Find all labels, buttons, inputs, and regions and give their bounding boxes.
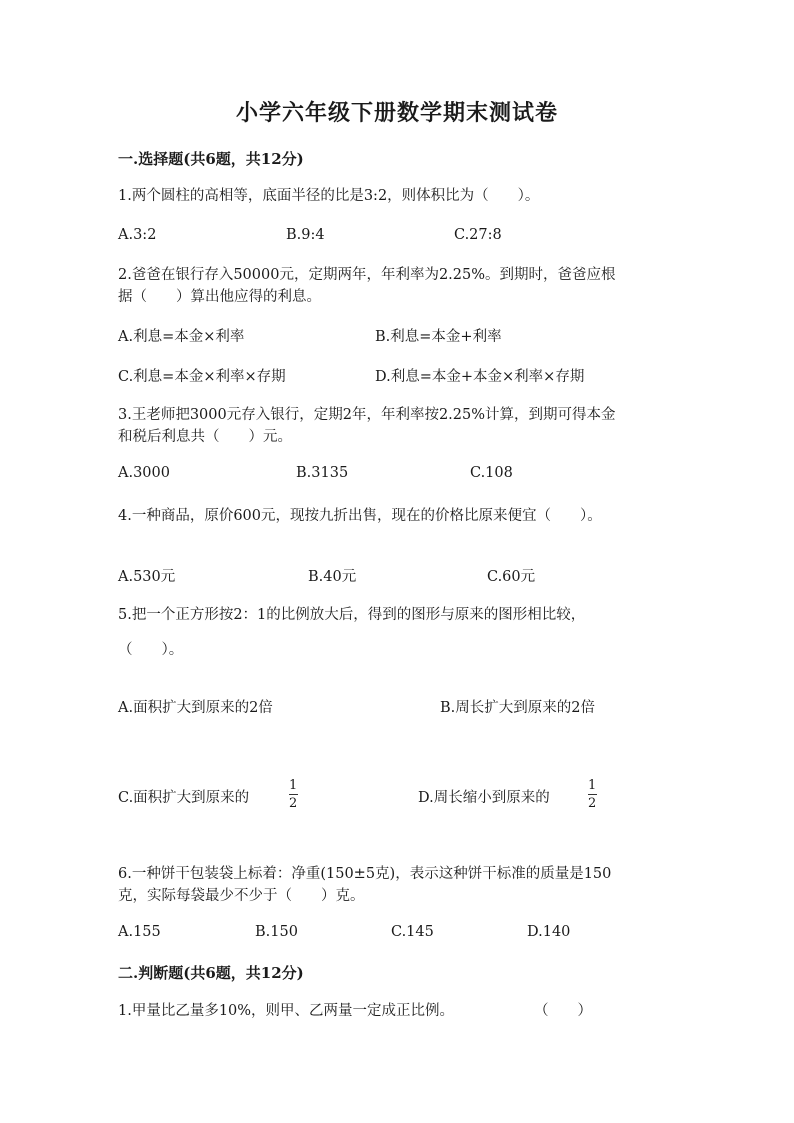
- question-6-option-a: A.155: [118, 924, 161, 940]
- fraction-denominator: 2: [289, 796, 298, 811]
- question-5-option-c: C.面积扩大到原来的: [118, 790, 250, 806]
- question-5-option-c-fraction: [288, 779, 298, 810]
- section-heading-judgement: 二.判断题(共6题，共12分): [118, 964, 304, 982]
- fraction-bar: [588, 794, 597, 795]
- question-1-option-c: C.27:8: [454, 227, 502, 243]
- question-4-option-b: B.40元: [308, 569, 357, 585]
- question-5-option-a: A.面积扩大到原来的2倍: [118, 700, 273, 716]
- fraction-numerator: 1: [289, 778, 298, 793]
- fraction-denominator: 2: [588, 796, 597, 811]
- question-5-option-b: B.周长扩大到原来的2倍: [440, 700, 595, 716]
- question-4-text: 4.一种商品，原价600元，现按九折出售，现在的价格比原来便宜（ ）。: [118, 508, 602, 524]
- section-heading-choice: 一.选择题(共6题，共12分): [118, 150, 304, 168]
- question-1-text: 1.两个圆柱的高相等，底面半径的比是3:2，则体积比为（ ）。: [118, 188, 540, 204]
- question-5-text-line2: （ ）。: [118, 642, 184, 658]
- question-4-option-a: A.530元: [118, 569, 176, 585]
- question-3-option-b: B.3135: [296, 465, 349, 481]
- question-2-option-c: C.利息=本金×利率×存期: [118, 369, 286, 385]
- question-3-text-line1: 3.王老师把3000元存入银行，定期2年，年利率按2.25%计算，到期可得本金: [118, 407, 616, 423]
- question-6-text-line2: 克，实际每袋最少不少于（ ）克。: [118, 888, 365, 904]
- question-1-option-a: A.3:2: [118, 227, 157, 243]
- question-3-text-line2: 和税后利息共（ ）元。: [118, 429, 292, 445]
- question-1-option-b: B.9:4: [286, 227, 325, 243]
- fraction-bar: [289, 794, 298, 795]
- question-4-option-c: C.60元: [487, 569, 536, 585]
- question-2-option-d: D.利息=本金+本金×利率×存期: [375, 369, 585, 385]
- judgement-1-text: 1.甲量比乙量多10%，则甲、乙两量一定成正比例。: [118, 1003, 455, 1019]
- question-2-option-a: A.利息=本金×利率: [118, 329, 245, 345]
- question-2-text-line2: 据（ ）算出他应得的利息。: [118, 289, 321, 305]
- question-5-option-d-fraction: [587, 779, 597, 810]
- fraction-numerator: 1: [588, 778, 597, 793]
- question-3-option-c: C.108: [470, 465, 513, 481]
- question-2-option-b: B.利息=本金+利率: [375, 329, 502, 345]
- question-6-text-line1: 6.一种饼干包装袋上标着：净重(150±5克)，表示这种饼干标准的质量是150: [118, 866, 612, 882]
- question-6-option-c: C.145: [391, 924, 434, 940]
- question-6-option-b: B.150: [255, 924, 298, 940]
- question-5-option-d: D.周长缩小到原来的: [418, 790, 550, 806]
- question-2-text-line1: 2.爸爸在银行存入50000元，定期两年，年利率为2.25%。到期时，爸爸应根: [118, 267, 616, 283]
- page-title: 小学六年级下册数学期末测试卷: [235, 100, 558, 126]
- judgement-1-answer-blank: （ ）: [534, 1003, 592, 1019]
- question-6-option-d: D.140: [527, 924, 571, 940]
- question-5-text-line1: 5.把一个正方形按2：1的比例放大后，得到的图形与原来的图形相比较，: [118, 607, 586, 623]
- question-3-option-a: A.3000: [118, 465, 170, 481]
